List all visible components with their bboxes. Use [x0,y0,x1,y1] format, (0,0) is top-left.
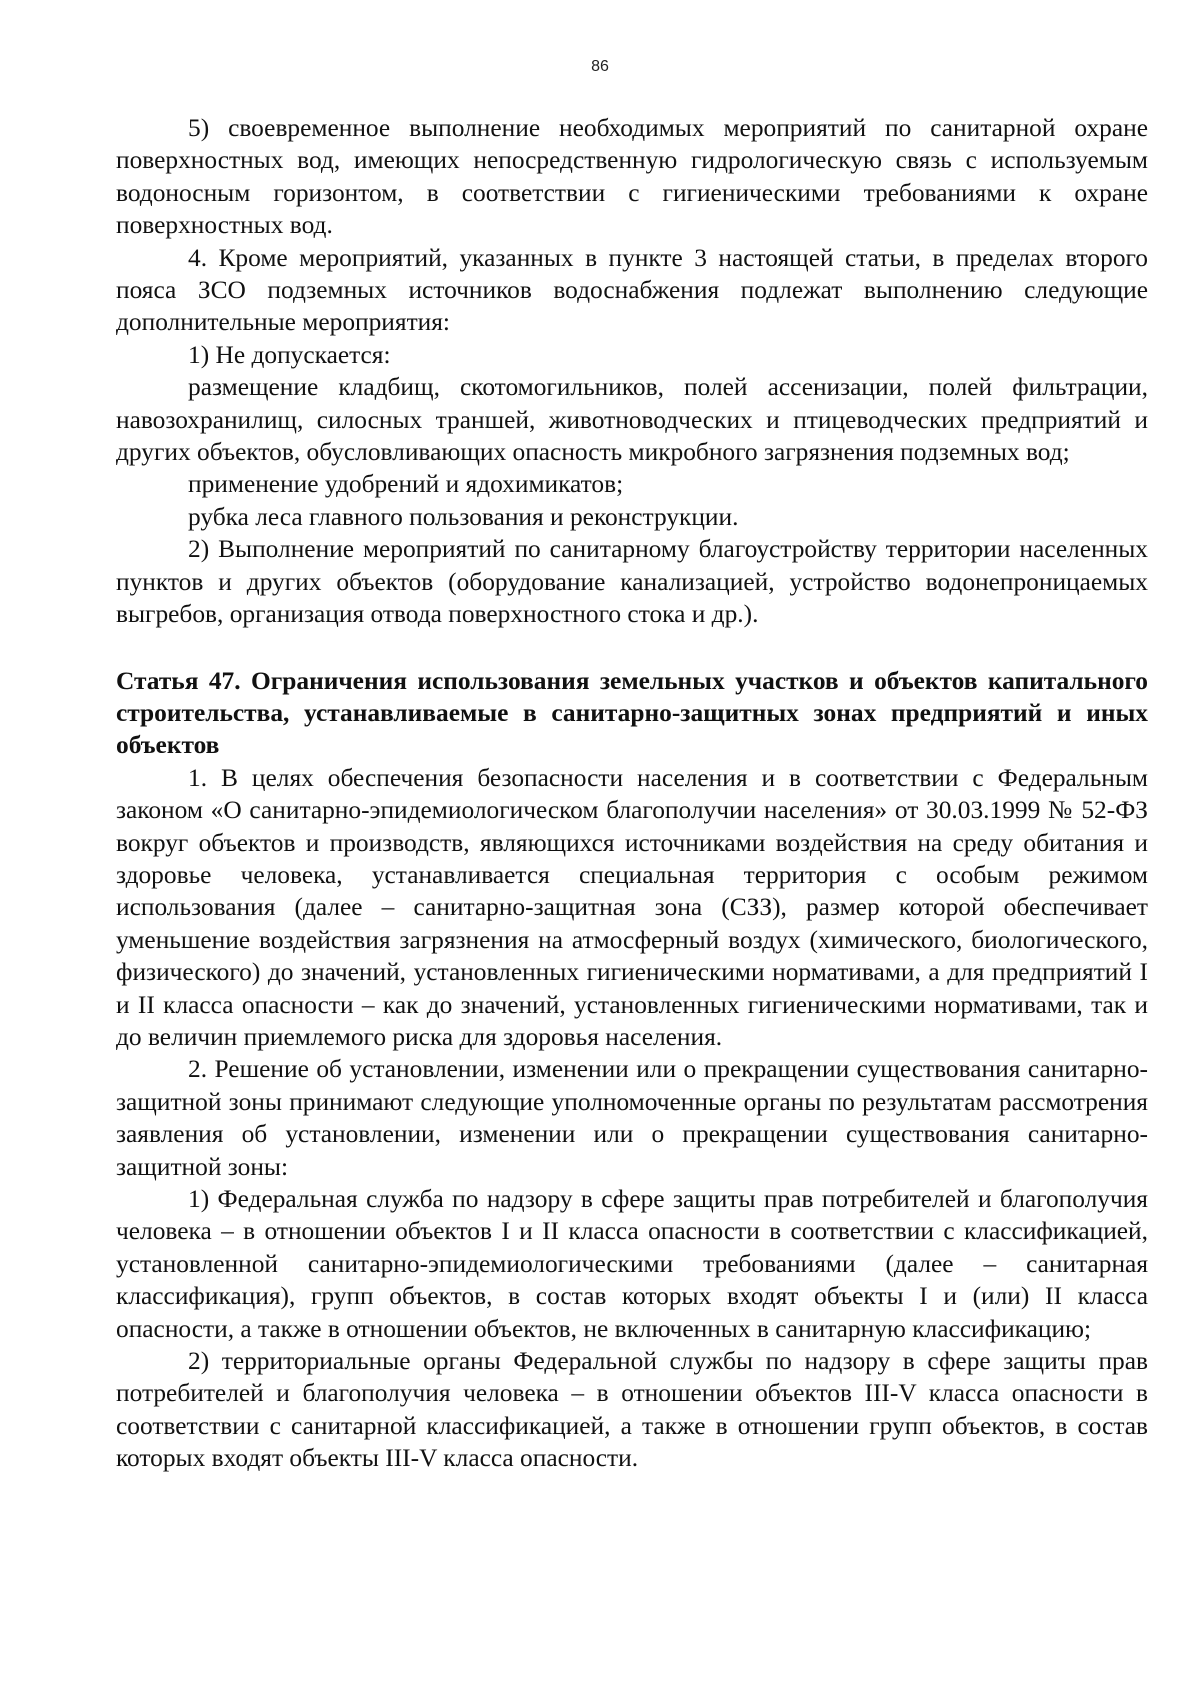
paragraph: 2) Выполнение мероприятий по санитарному благоустройству территории населенных пунктов и других объектов (оборудование канализацией, устройство водонепроницаемых выгребов, организация отвода поверхностного стока и др.). [116,535,1148,629]
paragraph: 2) территориальные органы Федеральной службы по надзору в сфере защиты прав потребителей и благополучия человека – в отношении объектов III-V класса опасности в соответствии с санитарной классификацией, а также в отношении групп объектов, в состав которых входят объекты III-V класса опасности. [116,1347,1148,1473]
section-water-protection [116,112,1148,631]
paragraph: 2. Решение об установлении, изменении или о прекращении существования санитарно-защитной зоны принимают следующие уполномоченные органы по результатам рассмотрения заявления об установлении, изменении или о прекращении существования санитарно-защитной зоны: [116,1055,1148,1181]
paragraph: 1) Федеральная служба по надзору в сфере защиты прав потребителей и благополучия человека – в отношении объектов I и II класса опасности в соответствии с классификацией, установленной санитарно-эпидемиологическими требованиями (далее – санитарная классификация), групп объектов, в состав которых входят объекты I и (или) II класса опасности, а также в отношении объектов, не включенных в санитарную классификацию; [116,1185,1148,1343]
paragraph: 5) своевременное выполнение необходимых мероприятий по санитарной охране поверхностных вод, имеющих непосредственную гидрологическую связь с используемым водоносным горизонтом, в соответствии с гигиеническими требованиями к охране поверхностных вод. [116,114,1148,240]
paragraph: размещение кладбищ, скотомогильников, полей ассенизации, полей фильтрации, навозохранилищ, силосных траншей, животноводческих и птицеводческих предприятий и других объектов, обусловливающих опасность микробного загрязнения подземных вод; [116,373,1148,467]
page-body [116,112,1148,1475]
paragraph: 1. В целях обеспечения безопасности населения и в соответствии с Федеральным законом «О санитарно-эпидемиологическом благополучии населения» от 30.03.1999 № 52-ФЗ вокруг объектов и производств, являющихся источниками воздействия на среду обитания и здоровье человека, устанавливается специальная территория с особым режимом использования (далее – санитарно-защитная зона (СЗЗ), размер которой обеспечивает уменьшение воздействия загрязнения на атмосферный воздух (химического, биологического, физического) до значений, установленных гигиеническими нормативами, а для предприятий I и II класса опасности – как до значений, установленных гигиеническими нормативами, так и до величин приемлемого риска для здоровья населения. [116,763,1148,1051]
section-article-47 [116,665,1148,1475]
paragraph: 1) Не допускается: [188,340,391,369]
article-heading: Статья 47. Ограничения использования земельных участков и объектов капитального строительства, устанавливаемые в санитарно-защитных зонах предприятий и иных объектов [116,666,1148,760]
section-spacer [116,631,1148,665]
paragraph: рубка леса главного пользования и реконструкции. [188,502,739,531]
paragraph: 4. Кроме мероприятий, указанных в пункте 3 настоящей статьи, в пределах второго пояса ЗСО подземных источников водоснабжения подлежат выполнению следующие дополнительные мероприятия: [116,243,1148,337]
paragraph: применение удобрений и ядохимикатов; [188,470,624,499]
page-number: 86 [591,58,609,75]
